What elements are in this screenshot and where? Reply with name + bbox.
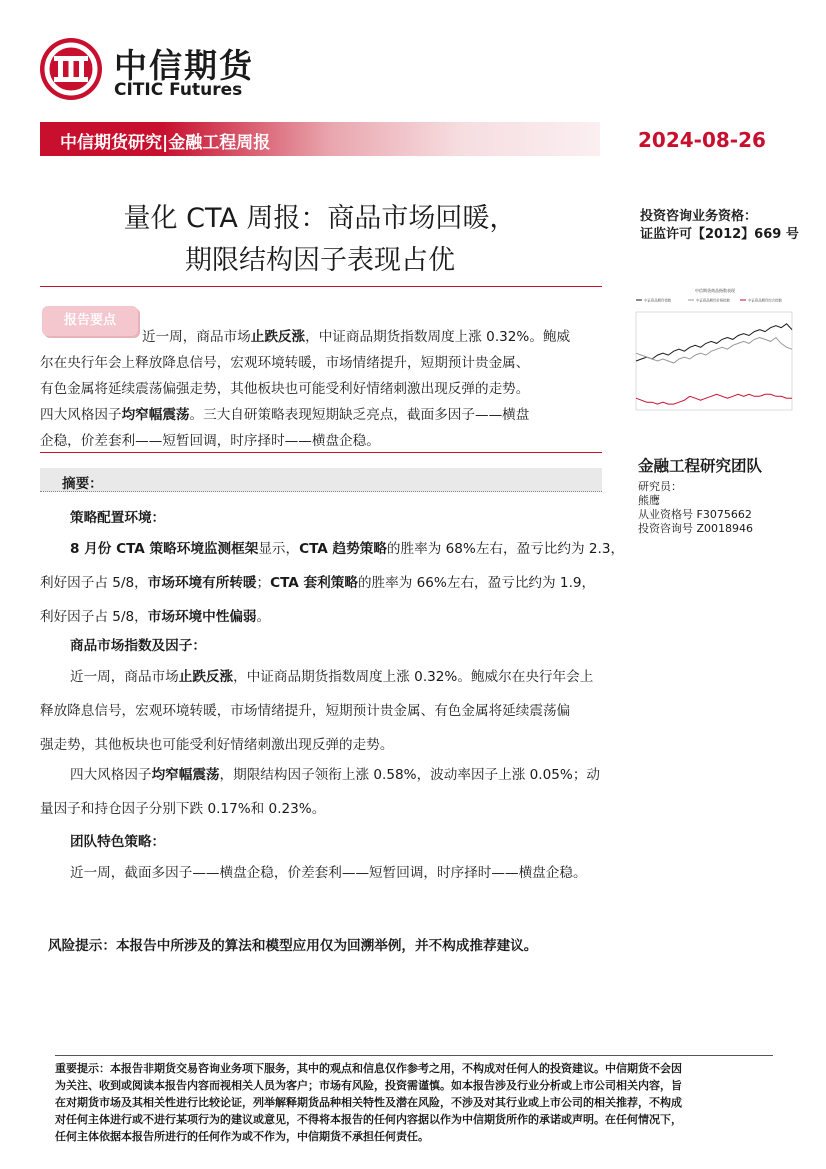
team-analyst-name: 熊鹰 — [638, 494, 660, 507]
index-chart-svg — [622, 284, 808, 424]
emphasis-text: 均窄幅震荡 — [151, 767, 220, 783]
text-run: 利好因子占 5/8， — [40, 575, 148, 591]
key-points-label: 报告要点 — [42, 306, 138, 336]
text-run: 利好因子占 5/8， — [40, 609, 148, 625]
disclaimer-line: 任何主体依据本报告所进行的任何作为或不作为，中信期货不承担任何责任。 — [55, 1130, 429, 1143]
key-points-top-rule — [40, 286, 602, 287]
report-title-line1: 量化 CTA 周报：商品市场回暖， — [123, 203, 517, 234]
paragraph-team-strategies — [40, 856, 602, 890]
key-points-line: 尔在央行年会上释放降息信号，宏观环境转暖，市场情绪提升，短期预计贵金属、 — [40, 355, 530, 371]
series-line — [636, 324, 792, 361]
text-run: ，中证商品期货指数周度上涨 0.32%。鲍威尔在央行年会上 — [233, 669, 594, 685]
paragraph-commodity-index — [40, 660, 602, 762]
emphasis-text: 止跌反涨 — [250, 329, 306, 345]
chart-title: 中信期货商品指数表现 — [695, 288, 735, 293]
risk-warning: 风险提示：本报告中所涉及的算法和模型应用仅为回溯举例，并不构成推荐建议。 — [48, 938, 538, 954]
paragraph-strategy-environment — [40, 532, 625, 634]
section-team-strategies: 团队特色策略： — [70, 834, 166, 850]
section-commodity-index: 商品市场指数及因子： — [70, 638, 206, 654]
text-run: 显示， — [258, 541, 300, 557]
disclaimer — [55, 1055, 773, 1145]
text-run: 四大风格因子 — [70, 767, 152, 783]
key-points-line — [40, 402, 602, 428]
report-title-line2: 期限结构因子表现占优 — [185, 245, 455, 276]
emphasis-text: 止跌反涨 — [178, 669, 234, 685]
team-license-2: 投资咨询号 Z0018946 — [638, 522, 754, 535]
paragraph-line — [40, 660, 602, 694]
license-number: 证监许可【2012】669 号 — [640, 227, 799, 242]
report-series-banner — [40, 122, 600, 156]
paragraph-line: 量因子和持仓因子分别下跌 0.17%和 0.23%。 — [40, 801, 326, 817]
text-run: ，中证商品期货指数周度上涨 0.32%。鲍威 — [305, 329, 571, 345]
key-points-body — [40, 324, 602, 454]
text-run: 近一周，商品市场 — [70, 669, 179, 685]
series-line — [636, 338, 792, 364]
logo-chinese-name: 中信期货 — [114, 46, 254, 85]
legend-label: 中证商品期货价格指数 — [696, 298, 730, 303]
team-license-1: 从业资格号 F3075662 — [638, 508, 752, 521]
logo-english-name: CITIC Futures — [114, 80, 243, 100]
key-points-line: 有色金属将延续震荡偏强走势，其他板块也可能受利好情绪刺激出现反弹的走势。 — [40, 381, 530, 397]
emphasis-text: 8 月份 CTA 策略环境监测框架 — [70, 541, 259, 557]
text-run: 近一周，商品市场 — [142, 329, 251, 345]
banner-text: 中信期货研究|金融工程周报 — [60, 133, 271, 153]
text-run: 。 — [256, 609, 271, 625]
emphasis-text: CTA 趋势策略 — [299, 541, 387, 557]
disclaimer-line: 对任何主体进行或不进行某项行为的建议或意见，不得将本报告的任何内容据以作为中信期货所作的承诺或声明。在任何情况下， — [55, 1113, 682, 1126]
citic-logo-icon — [38, 36, 104, 102]
team-role: 研究员： — [638, 480, 682, 493]
emphasis-text: CTA 套利策略 — [270, 575, 358, 591]
legend-label: 中证商品期货指数 — [644, 298, 672, 303]
series-line — [636, 394, 792, 404]
emphasis-text: 市场环境有所转暖 — [147, 575, 257, 591]
disclaimer-line: 重要提示：本报告非期货交易咨询业务项下服务，其中的观点和信息仅作参考之用，不构成对任何人的投资建议。中信期货不会因 — [55, 1062, 682, 1075]
paragraph-line: 释放降息信号，宏观环境转暖，市场情绪提升，短期预计贵金属、有色金属将延续震荡偏 — [40, 703, 571, 719]
paragraph-line — [40, 532, 625, 566]
license-label: 投资咨询业务资格： — [640, 209, 758, 224]
abstract-bar — [40, 468, 602, 492]
paragraph-line: 近一周，截面多因子——横盘企稳，价差套利——短暂回调，时序择时——横盘企稳。 — [70, 865, 587, 881]
paragraph-line — [40, 758, 602, 792]
text-run: 的胜率为 66%左右，盈亏比约为 1.9， — [357, 575, 596, 591]
citic-logo — [38, 34, 258, 104]
emphasis-text: 均窄幅震荡 — [121, 407, 190, 423]
text-run: 四大风格因子 — [40, 407, 122, 423]
paragraph-line: 强走势，其他板块也可能受利好情绪刺激出现反弹的走势。 — [40, 737, 394, 753]
section-strategy-environment: 策略配置环境： — [70, 510, 166, 526]
paragraph-style-factors — [40, 758, 602, 826]
index-chart — [622, 284, 808, 424]
team-title: 金融工程研究团队 — [638, 457, 763, 475]
text-run: 。三大自研策略表现短期缺乏亮点，截面多因子——横盘 — [189, 407, 530, 423]
text-run: 的胜率为 68%左右，盈亏比约为 2.3， — [386, 541, 625, 557]
paragraph-line — [40, 600, 602, 634]
legend-label: 中证商品期货综合指数 — [748, 298, 782, 303]
key-points-bottom-rule — [40, 452, 602, 453]
emphasis-text: 市场环境中性偏弱 — [147, 609, 257, 625]
abstract-label: 摘要： — [62, 476, 103, 492]
text-run: ，期限结构因子领衔上涨 0.58%，波动率因子上涨 0.05%；动 — [219, 767, 601, 783]
disclaimer-line: 在对期货市场及其相关性进行比较论证，列举解释期货品种相关特性及潜在风险，不涉及对其行业或上市公司的相关推荐，不构成 — [55, 1096, 682, 1109]
paragraph-line — [40, 566, 602, 600]
report-date: 2024-08-26 — [638, 128, 766, 152]
text-run: ； — [256, 575, 271, 591]
key-points-line: 企稳，价差套利——短暂回调，时序择时——横盘企稳。 — [40, 433, 380, 449]
disclaimer-line: 为关注、收到或阅读本报告内容而视相关人员为客户；市场有风险，投资需谨慎。如本报告涉及行业分析或上市公司相关内容，旨 — [55, 1079, 682, 1092]
